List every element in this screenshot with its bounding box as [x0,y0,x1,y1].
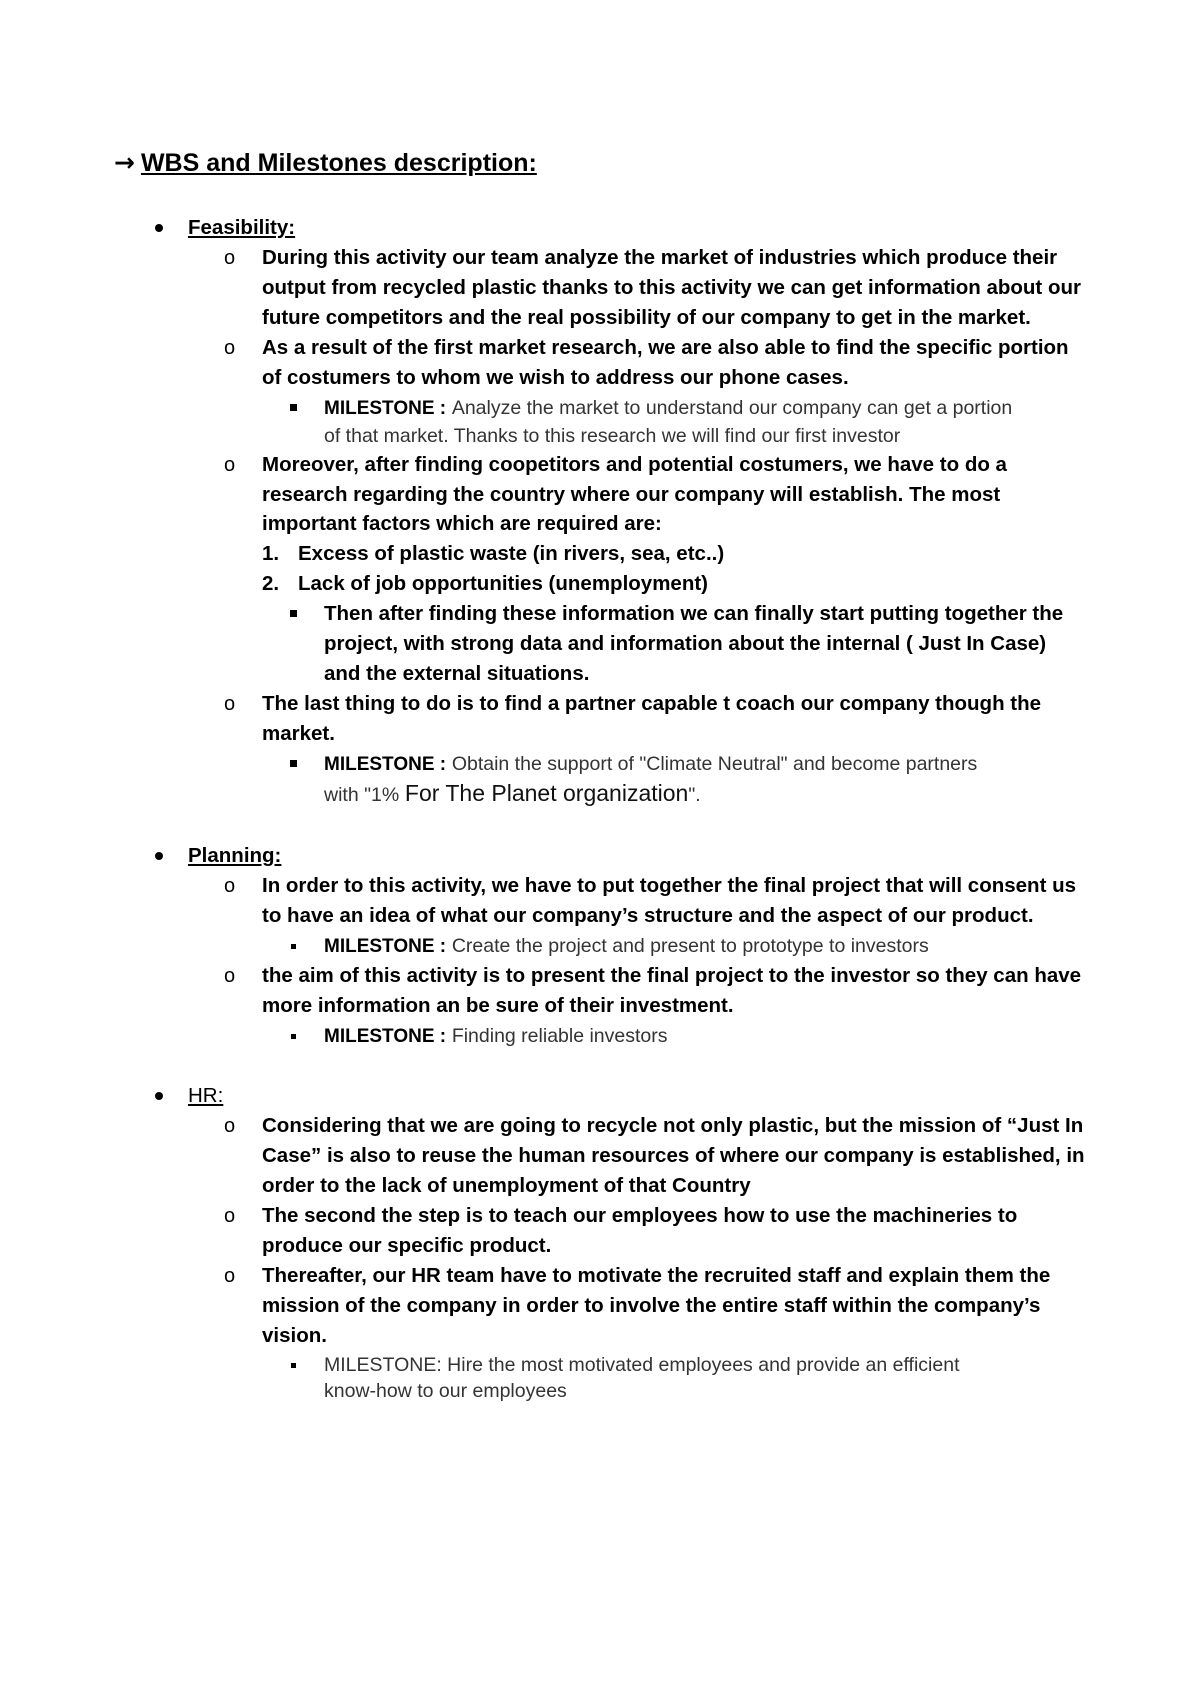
bullet-icon [155,1092,163,1100]
milestone-text: Finding reliable investors [451,1025,668,1047]
feasibility-milestone2-line1 [324,749,977,780]
feasibility-milestone2-line2 [324,778,701,810]
hr-item2-line1: The second the step is to teach our employees how to use the machineries to [262,1204,1018,1227]
factor-note-line3: and the external situations. [324,662,590,685]
hr-item1-line2: Case” is also to reuse the human resources of where our company is established, in [262,1144,1085,1167]
milestone-text: ". [688,784,701,806]
planning-item1-line2: to have an idea of what our company’s structure and the aspect of our product. [262,904,1034,927]
feasibility-milestone1-line2: of that market. Thanks to this research we will find our first investor [324,425,901,447]
planning-item2-line2: more information an be sure of their investment. [262,994,734,1017]
bullet-icon [155,224,163,232]
hr-item3-line1: Thereafter, our HR team have to motivate the recruited staff and explain them the [262,1264,1051,1287]
planning-milestone2 [324,1021,668,1052]
section-title-feasibility: Feasibility: [188,216,296,239]
feasibility-item1-line1: During this activity our team analyze the market of industries which produce their [262,246,1058,269]
sub-bullet-icon: o [224,454,236,476]
feasibility-item4-line1: The last thing to do is to find a partner capable t coach our company though the [262,692,1042,715]
sub-bullet-icon: o [224,1265,236,1287]
factor-number: 1. [262,542,280,565]
feasibility-item4-line2: market. [262,722,335,745]
hr-item1-line3: order to the lack of unemployment of that Country [262,1174,751,1197]
page-title [114,148,537,178]
square-bullet-icon [290,760,297,767]
square-bullet-icon [291,1363,296,1368]
feasibility-item3-line2: research regarding the country where our company will establish. The most [262,483,1001,506]
planning-item1-line1: In order to this activity, we have to put together the final project that will consent us [262,874,1077,897]
sub-bullet-icon: o [224,693,236,715]
organization-name: For The Planet organization [404,780,689,806]
sub-bullet-icon: o [224,1115,236,1137]
milestone-label: MILESTONE : [324,1026,447,1047]
milestone-label: MILESTONE : [324,936,447,957]
feasibility-item1-line3: future competitors and the real possibility of our company to get in the market. [262,306,1031,329]
square-bullet-icon [290,404,297,411]
milestone-text: Analyze the market to understand our company can get a portion [451,397,1013,419]
milestone-text: with "1% [324,784,400,806]
factor-item-2: Lack of job opportunities (unemployment) [298,572,708,595]
section-title-hr: HR: [188,1084,224,1107]
arrow-icon: → [114,148,135,177]
feasibility-item1-line2: output from recycled plastic thanks to this activity we can get information about our [262,276,1081,299]
hr-item3-line3: vision. [262,1324,327,1347]
factor-number: 2. [262,572,280,595]
section-title-planning: Planning: [188,844,282,867]
square-bullet-icon [290,610,297,617]
hr-item1-line1: Considering that we are going to recycle not only plastic, but the mission of “Just In [262,1114,1084,1137]
feasibility-item3-line1: Moreover, after finding coopetitors and potential costumers, we have to do a [262,453,1007,476]
feasibility-milestone1-line1 [324,393,1012,424]
feasibility-item2-line1: As a result of the first market research, we are also able to find the specific portion [262,336,1069,359]
sub-bullet-icon: o [224,247,236,269]
factor-item-1: Excess of plastic waste (in rivers, sea, etc..) [298,542,725,565]
bullet-icon [155,852,163,860]
sub-bullet-icon: o [224,1205,236,1227]
feasibility-item3-line3: important factors which are required are: [262,512,662,535]
milestone-label: MILESTONE : [324,754,447,775]
hr-milestone-line1: MILESTONE: Hire the most motivated employees and provide an efficient [324,1354,960,1376]
milestone-text: Create the project and present to prototype to investors [451,935,929,957]
hr-milestone-line2: know-how to our employees [324,1380,567,1402]
square-bullet-icon [291,944,296,949]
sub-bullet-icon: o [224,337,236,359]
page-title-text: WBS and Milestones description: [140,149,537,177]
milestone-label: MILESTONE : [324,398,447,419]
planning-milestone1 [324,931,929,962]
factor-note-line2: project, with strong data and information about the internal ( Just In Case) [324,632,1047,655]
factor-note-line1: Then after finding these information we can finally start putting together the [324,602,1064,625]
planning-item2-line1: the aim of this activity is to present the final project to the investor so they can have [262,964,1082,987]
hr-item3-line2: mission of the company in order to involve the entire staff within the company’s [262,1294,1041,1317]
milestone-text: Obtain the support of "Climate Neutral" and become partners [451,753,978,775]
feasibility-item2-line2: of costumers to whom we wish to address our phone cases. [262,366,849,389]
square-bullet-icon [291,1034,296,1039]
hr-item2-line2: produce our specific product. [262,1234,552,1257]
sub-bullet-icon: o [224,965,236,987]
sub-bullet-icon: o [224,875,236,897]
